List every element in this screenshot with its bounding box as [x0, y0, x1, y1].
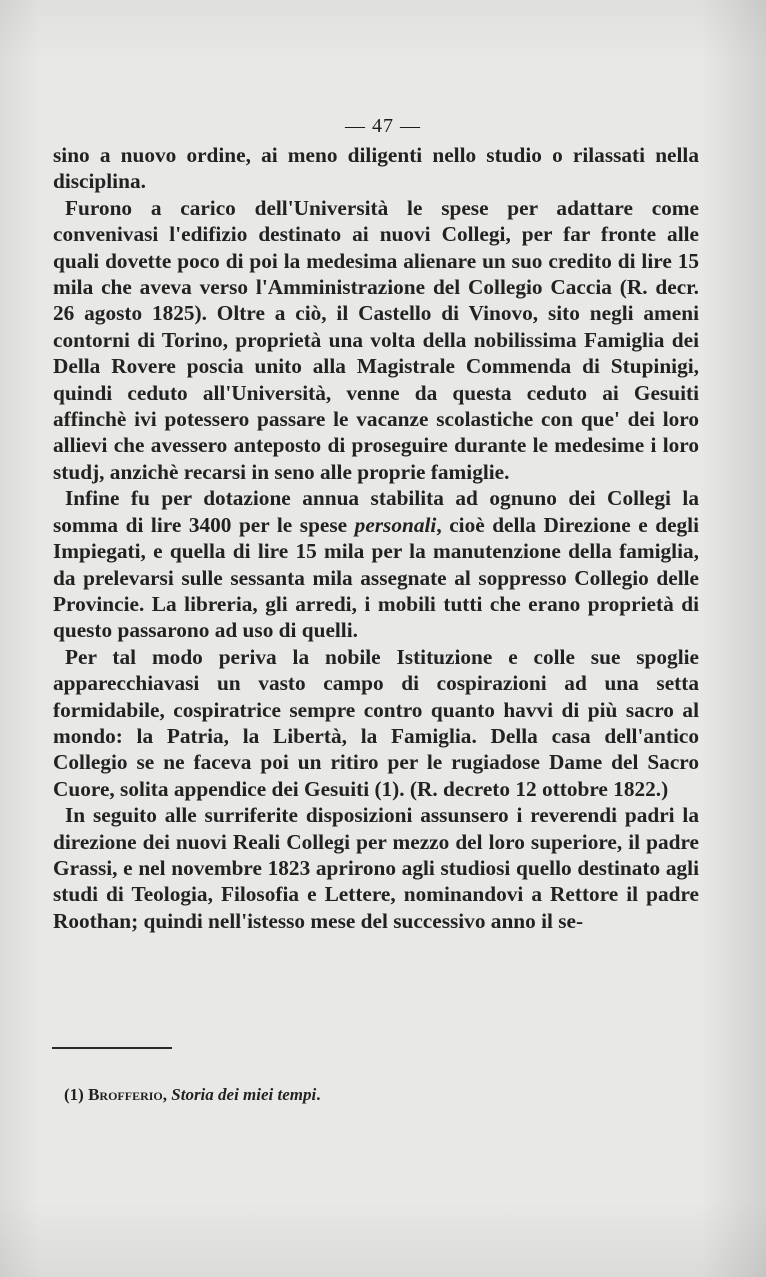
paragraph-2: Furono a carico dell'Università le spese per adattare come convenivasi l'edifizio destinato ai nuovi Collegi, per far fronte alle quali dovette poco di poi la medesima alienare un suo credito di lire 15 mila che aveva verso l'Amministrazione del Collegio Caccia (R. decr. 26 agosto 1825). Oltre a ciò, il Castello di Vinovo, sito negli ameni contorni di Torino, proprietà una volta della nobilissima Famiglia dei Della Rovere poscia unito alla Magistrale Commenda di Stupinigi, quindi ceduto all'Università, venne da questa ceduto ai Gesuiti affinchè ivi potessero passare le vacanze scolastiche con que' dei loro allievi che avessero anteposto di proseguire durante le medesime i loro studj, anzichè recarsi in seno alle proprie famiglie. [53, 195, 699, 484]
paragraph-3-after: , cioè della Direzione e degli Impiegati, e quella di lire 15 mila per la manutenzione della famiglia, da prelevarsi sulle sessanta mila assegnate al soppresso Collegio delle Provincie. La libreria, gli arredi, i mobili tutti che erano proprietà di questo passarono ad uso di quelli. [53, 512, 700, 643]
footnote-title: Storia dei miei tempi [171, 1085, 317, 1104]
paragraph-4: Per tal modo periva la nobile Istituzione e colle sue spoglie apparecchiavasi un vasto campo di cospirazioni ad una setta formidabile, cospiratrice sempre contro quanto havvi di più sacro al mondo: la Patria, la Libertà, la Famiglia. Della casa dell'antico Collegio se ne faceva poi un ritiro per le rugiadose Dame del Sacro Cuore, solita appendice dei Gesuiti (1). (R. decreto 12 ottobre 1822.) [53, 644, 699, 801]
footnote-divider [52, 1047, 172, 1049]
footnote-end: . [316, 1085, 321, 1104]
paragraph-3-before: Infine fu per dotazione annua stabilita ad ognuno dei Collegi la somma di lire 3400 per le spese [53, 486, 699, 537]
paragraph-3 [53, 485, 699, 643]
body-text [53, 142, 699, 934]
paragraph-3-italic: personali [354, 512, 437, 537]
paragraph-5: In seguito alle surriferite disposizioni assunsero i reverendi padri la direzione dei nuovi Reali Collegi per mezzo del loro superiore, il padre Grassi, e nel novembre 1823 aprirono agli studiosi quello destinato agli studi di Teologia, Filosofia e Lettere, nominandovi a Rettore il padre Roothan; quindi nell'istesso mese del successivo anno il se- [53, 803, 699, 933]
page-number: — 47 — [345, 115, 421, 137]
footnote-author: Brofferio [88, 1085, 163, 1104]
footnote [64, 1084, 704, 1106]
paragraph-1: sino a nuovo ordine, ai meno diligenti nello studio o rilassati nella disciplina. [53, 143, 699, 194]
footnote-separator: , [162, 1085, 172, 1104]
footnote-marker: (1) [64, 1085, 89, 1104]
